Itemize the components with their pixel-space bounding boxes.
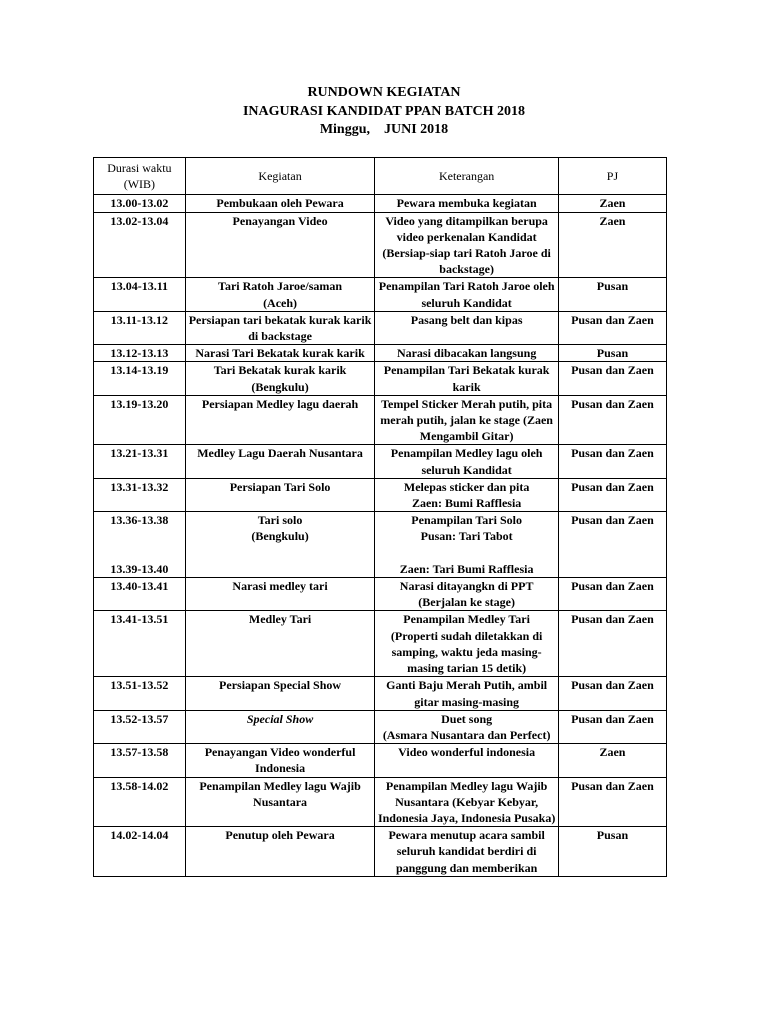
table-row	[94, 677, 667, 710]
time-cell: 13.57-13.58	[94, 744, 186, 777]
pj-cell: Pusan dan Zaen	[558, 512, 666, 578]
pj-cell: Pusan dan Zaen	[558, 777, 666, 827]
table-row	[94, 212, 667, 278]
time-cell: 13.36-13.38 13.39-13.40	[94, 512, 186, 578]
pj-cell: Pusan dan Zaen	[558, 445, 666, 478]
kegiatan-cell: Pembukaan oleh Pewara	[185, 195, 375, 212]
keterangan-cell: Narasi dibacakan langsung	[375, 345, 559, 362]
table-row	[94, 512, 667, 578]
table-row	[94, 395, 667, 445]
pj-cell: Pusan	[558, 345, 666, 362]
column-header-pj: PJ	[558, 158, 666, 195]
table-row	[94, 278, 667, 311]
table-header-row	[94, 158, 667, 195]
pj-cell: Pusan	[558, 827, 666, 877]
pj-cell: Pusan dan Zaen	[558, 578, 666, 611]
keterangan-cell: Penampilan Tari Bekatak kurak karik	[375, 362, 559, 395]
pj-cell: Pusan dan Zaen	[558, 677, 666, 710]
time-cell: 13.52-13.57	[94, 710, 186, 743]
pj-cell: Pusan dan Zaen	[558, 311, 666, 344]
kegiatan-cell: Narasi Tari Bekatak kurak karik	[185, 345, 375, 362]
kegiatan-cell: Narasi medley tari	[185, 578, 375, 611]
table-row	[94, 311, 667, 344]
column-header-durasi: Durasi waktu (WIB)	[94, 158, 186, 195]
document-subtitle: INAGURASI KANDIDAT PPAN BATCH 2018	[242, 103, 526, 119]
time-cell: 13.41-13.51	[94, 611, 186, 677]
keterangan-cell: Pewara menutup acara sambil seluruh kandidat berdiri di panggung dan memberikan	[375, 827, 559, 877]
pj-cell: Pusan dan Zaen	[558, 362, 666, 395]
table-row	[94, 478, 667, 511]
kegiatan-cell: Penutup oleh Pewara	[185, 827, 375, 877]
keterangan-cell: Narasi ditayangkn di PPT (Berjalan ke stage)	[375, 578, 559, 611]
kegiatan-cell: Penayangan Video wonderful Indonesia	[185, 744, 375, 777]
time-cell: 14.02-14.04	[94, 827, 186, 877]
keterangan-cell: Melepas sticker dan pita Zaen: Bumi Rafflesia	[375, 478, 559, 511]
pj-cell: Pusan	[558, 278, 666, 311]
keterangan-cell: Penampilan Medley lagu Wajib Nusantara (Kebyar Kebyar, Indonesia Jaya, Indonesia Pusaka)	[375, 777, 559, 827]
table-row	[94, 578, 667, 611]
pj-cell: Pusan dan Zaen	[558, 395, 666, 445]
kegiatan-cell: Penampilan Medley lagu Wajib Nusantara	[185, 777, 375, 827]
keterangan-cell: Tempel Sticker Merah putih, pita merah putih, jalan ke stage (Zaen Mengambil Gitar)	[375, 395, 559, 445]
table-row	[94, 611, 667, 677]
kegiatan-cell: Persiapan Special Show	[185, 677, 375, 710]
time-cell: 13.04-13.11	[94, 278, 186, 311]
keterangan-cell: Penampilan Medley lagu oleh seluruh Kandidat	[375, 445, 559, 478]
table-row	[94, 345, 667, 362]
kegiatan-cell: Tari solo (Bengkulu)	[185, 512, 375, 578]
table-row	[94, 362, 667, 395]
kegiatan-cell: Medley Lagu Daerah Nusantara	[185, 445, 375, 478]
keterangan-cell: Video yang ditampilkan berupa video perkenalan Kandidat (Bersiap-siap tari Ratoh Jaroe di backstage)	[375, 212, 559, 278]
pj-cell: Zaen	[558, 195, 666, 212]
keterangan-cell: Penampilan Tari Solo Pusan: Tari Tabot Zaen: Tari Bumi Rafflesia	[375, 512, 559, 578]
kegiatan-cell: Persiapan tari bekatak kurak karik di backstage	[185, 311, 375, 344]
document-date: Minggu, JUNI 2018	[319, 122, 449, 137]
table-row	[94, 744, 667, 777]
keterangan-cell: Duet song (Asmara Nusantara dan Perfect)	[375, 710, 559, 743]
pj-cell: Pusan dan Zaen	[558, 710, 666, 743]
time-cell: 13.31-13.32	[94, 478, 186, 511]
pj-cell: Zaen	[558, 212, 666, 278]
document-header	[0, 84, 768, 140]
column-header-keterangan: Keterangan	[375, 158, 559, 195]
time-cell: 13.02-13.04	[94, 212, 186, 278]
time-cell: 13.51-13.52	[94, 677, 186, 710]
keterangan-cell: Pasang belt dan kipas	[375, 311, 559, 344]
table-row	[94, 777, 667, 827]
column-header-kegiatan: Kegiatan	[185, 158, 375, 195]
kegiatan-cell: Persiapan Medley lagu daerah	[185, 395, 375, 445]
kegiatan-cell: Tari Bekatak kurak karik (Bengkulu)	[185, 362, 375, 395]
document-title: RUNDOWN KEGIATAN	[307, 85, 461, 100]
keterangan-cell: Penampilan Medley Tari (Properti sudah diletakkan di samping, waktu jeda masing-masing tarian 15 detik)	[375, 611, 559, 677]
rundown-table	[93, 157, 667, 877]
table-row	[94, 195, 667, 212]
time-cell: 13.40-13.41	[94, 578, 186, 611]
time-cell: 13.11-13.12	[94, 311, 186, 344]
kegiatan-cell: Tari Ratoh Jaroe/saman (Aceh)	[185, 278, 375, 311]
table-row	[94, 445, 667, 478]
pj-cell: Zaen	[558, 744, 666, 777]
kegiatan-cell: Special Show	[185, 710, 375, 743]
time-cell: 13.12-13.13	[94, 345, 186, 362]
pj-cell: Pusan dan Zaen	[558, 611, 666, 677]
keterangan-cell: Ganti Baju Merah Putih, ambil gitar masing-masing	[375, 677, 559, 710]
time-cell: 13.58-14.02	[94, 777, 186, 827]
keterangan-cell: Penampilan Tari Ratoh Jaroe oleh seluruh Kandidat	[375, 278, 559, 311]
keterangan-cell: Video wonderful indonesia	[375, 744, 559, 777]
table-row	[94, 710, 667, 743]
time-cell: 13.21-13.31	[94, 445, 186, 478]
rundown-table-body	[94, 195, 667, 876]
time-cell: 13.00-13.02	[94, 195, 186, 212]
kegiatan-cell: Medley Tari	[185, 611, 375, 677]
time-cell: 13.14-13.19	[94, 362, 186, 395]
time-cell: 13.19-13.20	[94, 395, 186, 445]
kegiatan-cell: Persiapan Tari Solo	[185, 478, 375, 511]
kegiatan-cell: Penayangan Video	[185, 212, 375, 278]
keterangan-cell: Pewara membuka kegiatan	[375, 195, 559, 212]
pj-cell: Pusan dan Zaen	[558, 478, 666, 511]
table-row	[94, 827, 667, 877]
